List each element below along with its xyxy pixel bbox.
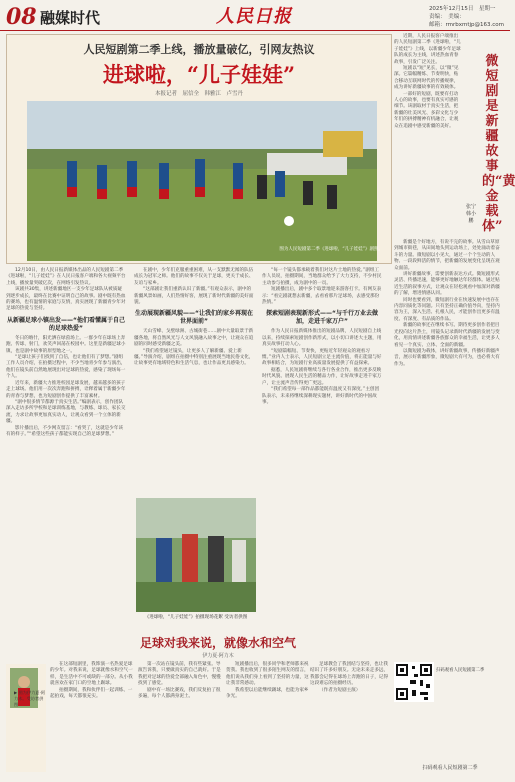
header-date: 2025年12月15日 星期一 — [428, 6, 496, 12]
text-column-3: “每一个镜头都承载着我们对这片土地的热爱。”剧组工作人员说，拍摄期间，当地群众给予了大力支持，不少村民主动参与拍摄，成为剧中的一员。 短剧播出后，剧中多个取景地迎来游客打卡。有网友表示：“看完剧就想去新疆，去看看那片足球场，去感受那份热情。” 探索短剧表现新形式——“与千行万业去做加，走进千家万户” 作为人民日报新媒体推出的短剧品牌，人民短剧自上线以来，持续探索短剧创作新形式，以小切口讲述大主题，用真实故事打动人心。 “短剧篇幅短、节奏快，更贴近年轻观众的观看习惯。”业内人士表示，人民短剧立足主流价值，将正能量与好故事相结合，为短剧行业高质量发展提供了有益探索。 据悉，人民短剧将继续与各行各业合作，推出更多反映时代风貌、展现人民生活的精品力作，让好故事走进千家万户，让主流声音传得更广更远。 “我们希望每一部作品都能既有温度又有深度。”主创团队表示，未来将继续深耕现实题材，讲好新时代的中国故事。 — [262, 268, 382, 405]
page-header — [0, 0, 510, 31]
article-title: 进球啦，“儿子娃娃” — [102, 62, 296, 87]
qr-code[interactable] — [394, 662, 434, 702]
essay-title: 足球对我来说，就像水和空气 — [139, 636, 296, 650]
filming-set-photo — [136, 498, 256, 612]
essay-photo-caption: ▶ 图为伊力夏·阿力木。受访者供图 — [14, 690, 46, 707]
essay-column-4: 足球教会了我团结与坚持，也让我结识了许多好朋友。无论未来走多远，我都会记得在球场上奔跑的日子，记得这段难忘的拍摄经历。 （作者为短剧主演） — [310, 662, 389, 693]
header-meta — [429, 5, 504, 29]
commentary-text-top: 近期，人民日报客户端推出的人民短剧第二季《进球啦，“儿子娃娃”》上线，以新疆少年足球队的成长为主线，讲述热血青春故事，引发广泛关注。 短剧以“短”见长，以“微”见深。它篇幅精炼、节奏明快，贴合移动互联网时代的传播规律，成为讲好新疆故事的有效载体。 一部好的短剧，既要有打动人心的故事，也要有真实可感的细节。该剧取材于真实生活，把新疆的壮美风光、多彩文化与少年们的拼搏精神有机融合，让观众在追剧中感受新疆的美好。 — [394, 34, 461, 129]
commentary-text-bottom: 新疆是个好地方，有说不完的故事。从雪山草原到城市街巷，从田间地头到运动场上，处处涌动着奋斗的力量。微短剧以小见大，通过一个个生动的人物、一段段鲜活的情节，把新疆的发展变化呈现在观众面前。 讲好新疆故事，需要创新表达方式。微短剧形式灵活、传播迅速，能够更好地触达年轻群体。通过贴近生活的叙事方式，让观众在轻松观看中加深对新疆的了解，增进情感认同。 同时也要看到，微短剧行业在快速发展中也存在内容同质化等问题。只有坚持正确价值导向，坚持内容为王，深入生活、扎根人民，才能创作出更多有温度、有深度、有品质的作品。 新疆的故事还在继续书写。期待更多创作者把目光投向这片热土，用镜头记录新时代新疆的发展与变化，用真情讲述新疆各族群众的幸福生活，让更多人看见一个真实、立体、全面的新疆。 以微短剧为载体，讲好新疆故事，传播好新疆声音，展示好新疆形象，微短剧大有可为，也必将大有作为。 — [394, 240, 500, 367]
commentary-author: 张宁 韩小鹏 — [466, 204, 482, 224]
essay-author-photo — [6, 664, 46, 772]
filming-photo-caption — [136, 614, 256, 620]
page-footer: 扫码观看人民短剧第二季 — [422, 765, 478, 771]
article-subtitle: 人民短剧第二季上线，播放量破亿，引网友热议 — [83, 43, 315, 56]
essay-column-2: 第一次站在镜头前，我有些紧张。导演告诉我，只要做真实的自己就好。于是我把对足球的热爱全部融入角色中，慢慢找到了感觉。 剧中有一场比赛戏，我们反复拍了很多遍，每个人都满身泥土。 — [138, 662, 221, 700]
commentary-column — [394, 34, 515, 776]
headline-banner — [6, 34, 392, 264]
filming-photo-credit: 受访者供图 — [224, 615, 248, 620]
header-email: 邮箱：rmrbxmtjp@163.com — [428, 22, 504, 28]
football-match-photo — [27, 101, 377, 261]
filming-photo-caption-text: 《进球啦，“儿子娃娃”》拍摄现场花絮 — [144, 615, 223, 620]
page-number: 08 — [6, 4, 37, 30]
essay-byline: 伊力夏·阿力木 — [202, 653, 234, 659]
photo-caption: 图为人民短剧第二季《进球啦，“儿子娃娃”》剧照。 — [279, 247, 383, 252]
section-name: 融媒时代 — [40, 9, 101, 27]
commentary-title: 微短剧是新疆故事的“黄金载体” — [482, 54, 515, 234]
essay-column-3: 短剧播出后，很多同学和老师都来祝贺我。我也收到了很多陌生网友的留言，他们说从我们身上看到了坚持的力量，这让我非常感动。 我希望以后能继续踢球，也能为家乡争光。 — [226, 662, 309, 700]
essay-column-1: 在这部短剧里，我饰演一名热爱足球的少年。对我来说，足球就像水和空气一样，是生活中不可或缺的一部分。从小我就喜欢在家门口的空地上踢球。 拍摄期间，我和伙伴们一起训练、一起拍戏，每天都很充实。 — [50, 662, 133, 700]
section1-heading: 从新疆足球小镇出发——“他们看懂属于自己的足球热爱” — [7, 316, 125, 332]
section3-heading: 探索短剧表现新形式——“与千行万业去做加，走进千家万户” — [266, 310, 378, 326]
section2-heading: 生动展现新疆风貌——“让我们的家乡再现在世界面前” — [135, 310, 253, 326]
header-editor: 责编： 美编： — [428, 14, 465, 20]
essay-section — [6, 630, 390, 776]
qr-caption: 扫码观看人民短剧第二季 — [436, 668, 485, 673]
article-byline: 本报记者 屈信全 韩雅江 卢雪丹 — [154, 91, 243, 97]
text-column-1: 12月10日，由人民日报新媒体出品的人民短剧第二季《进球啦，“儿子娃娃”》在人民日报客户端和各大视频平台上线，播放量突破亿次，在网络引发热议。 该剧共30集，讲述新疆地区一支少年足球队从被质疑到逐步成长，最终在比赛中证明自己的故事。剧中既有热血的赛场，也有温情的家庭与友情，真实展现了新疆青少年对足球的热爱与坚持。 从新疆足球小镇出发——“他们看懂属于自己的足球热爱” 冬日的喀什，阳光洒在绿茵场上。一群少年在球场上奔跑、传球、射门，欢笑声回荡在校园中。这里是新疆足球小镇，也是剧中故事的原型地之一。 “足球让孩子们找到了自信，也让他们有了梦想。”剧组工作人员介绍，在拍摄过程中，不少当地青少年参与演出，他们在镜头前自然地展现出对足球的热爱，感染了现场每一个人。 近年来，新疆大力推进校园足球发展，越来越多的孩子走上球场。他们用一次次奔跑和拼搏，诠释着属于新疆少年的青春与梦想，也为短剧创作提供了丰富素材。 “剧中很多情节都源于真实生活。”编剧表示，创作团队深入走访多所学校和足球训练基地，与教练、球员、家长交流，力求让故事更加真实动人，让观众看到一个立体的新疆。 影片播出后，不少网友留言：“看哭了，这就是少年该有的样子。”“希望这些孩子都能实现自己的足球梦想。” — [6, 268, 126, 437]
main-article — [6, 34, 390, 776]
text-column-2: 在剧中，少年们克服重重困难，从一支默默无闻的队伍成长为冠军之师。他们的故事不仅关于足球，更关于成长、友谊与家乡。 “这部剧让我们重新认识了新疆。”有观众表示，剧中的新疆风景如画，人们热情好客，展现了新时代新疆的美好面貌。 生动展现新疆风貌——“让我们的家乡再现在世界面前” 天山雪峰、戈壁绿洲、古城街巷……剧中大量取景于新疆各地，将自然风光与人文风貌融入故事之中，让观众在追剧的同时感受新疆之美。 “我们希望通过镜头，让更多人了解新疆、爱上新疆。”导演介绍，剧组在拍摄中特别注重展现当地民俗文化，让故事更有地域特色和生活气息，也让作品更具感染力。 — [134, 268, 254, 367]
newspaper-logo: 人民日报 — [216, 6, 292, 27]
